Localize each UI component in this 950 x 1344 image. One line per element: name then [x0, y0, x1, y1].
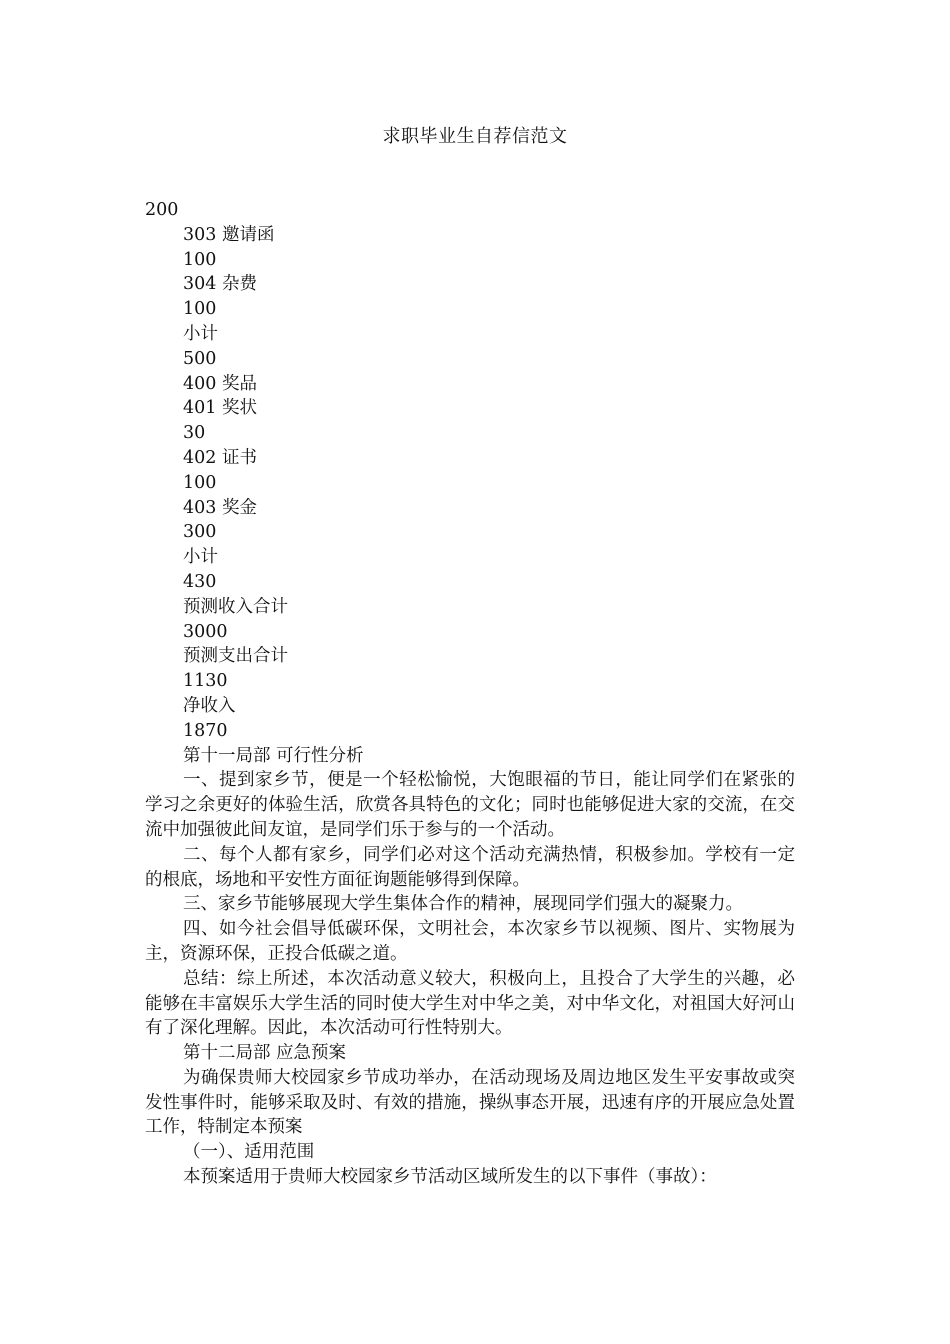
paragraph: 总结：综上所述，本次活动意义较大，积极向上，且投合了大学生的兴趣，必能够在丰富娱乐大学生活的同时使大学生对中华之美，对中华文化，对祖国大好河山有了深化理解。因此，本次活动可行性特别大。: [145, 968, 795, 1039]
budget-line: 预测支出合计: [183, 646, 288, 667]
budget-line: 小计: [183, 323, 218, 344]
budget-line: 303 邀请函: [183, 224, 275, 245]
budget-line: 100: [183, 472, 217, 493]
budget-line: 500: [183, 348, 217, 369]
paragraph: 四、如今社会倡导低碳环保，文明社会，本次家乡节以视频、图片、实物展为主，资源环保，正投合低碳之道。: [145, 919, 795, 964]
document-body: [145, 198, 795, 1190]
budget-line: 400 奖品: [183, 373, 257, 394]
budget-line: 300: [183, 522, 217, 543]
budget-line: 小计: [183, 547, 218, 568]
budget-line: 100: [183, 249, 217, 270]
budget-line: 403 奖金: [183, 497, 257, 518]
document-title: 求职毕业生自荐信范文: [382, 126, 568, 147]
budget-line: 1130: [183, 671, 228, 692]
budget-line: 预测收入合计: [183, 596, 288, 617]
paragraph: 一、提到家乡节，便是一个轻松愉悦，大饱眼福的节日，能让同学们在紧张的学习之余更好的体验生活，欣赏各具特色的文化；同时也能够促进大家的交流，在交流中加强彼此间友谊，是同学们乐于参与的一个活动。: [145, 770, 795, 840]
budget-line: 402 证书: [183, 447, 257, 468]
budget-line: 100: [183, 299, 217, 320]
paragraph: 本预案适用于贵师大校园家乡节活动区域所发生的以下事件（事故）：: [183, 1167, 717, 1188]
budget-line-first: 200: [145, 200, 179, 220]
section-heading: 第十二局部 应急预案: [183, 1043, 347, 1064]
subsection-heading: （一）、适用范围: [183, 1142, 315, 1163]
budget-line: 430: [183, 571, 217, 592]
paragraph: 二、每个人都有家乡，同学们必对这个活动充满热情，积极参加。学校有一定的根底，场地和平安性方面征询题能够得到保障。: [145, 844, 795, 890]
section-heading: 第十一局部 可行性分析: [183, 745, 364, 766]
budget-line: 401 奖状: [183, 398, 257, 419]
budget-line: 304 杂费: [183, 274, 257, 295]
budget-line: 30: [183, 423, 206, 444]
budget-line: 1870: [183, 720, 228, 741]
paragraph: 三、家乡节能够展现大学生集体合作的精神，展现同学们强大的凝聚力。: [183, 894, 743, 915]
budget-line: 3000: [183, 621, 228, 642]
paragraph: 为确保贵师大校园家乡节成功举办，在活动现场及周边地区发生平安事故或突发性事件时，能够采取及时、有效的措施，操纵事态开展，迅速有序的开展应急处置工作，特制定本预案: [145, 1067, 795, 1138]
budget-line: 净收入: [183, 695, 236, 716]
